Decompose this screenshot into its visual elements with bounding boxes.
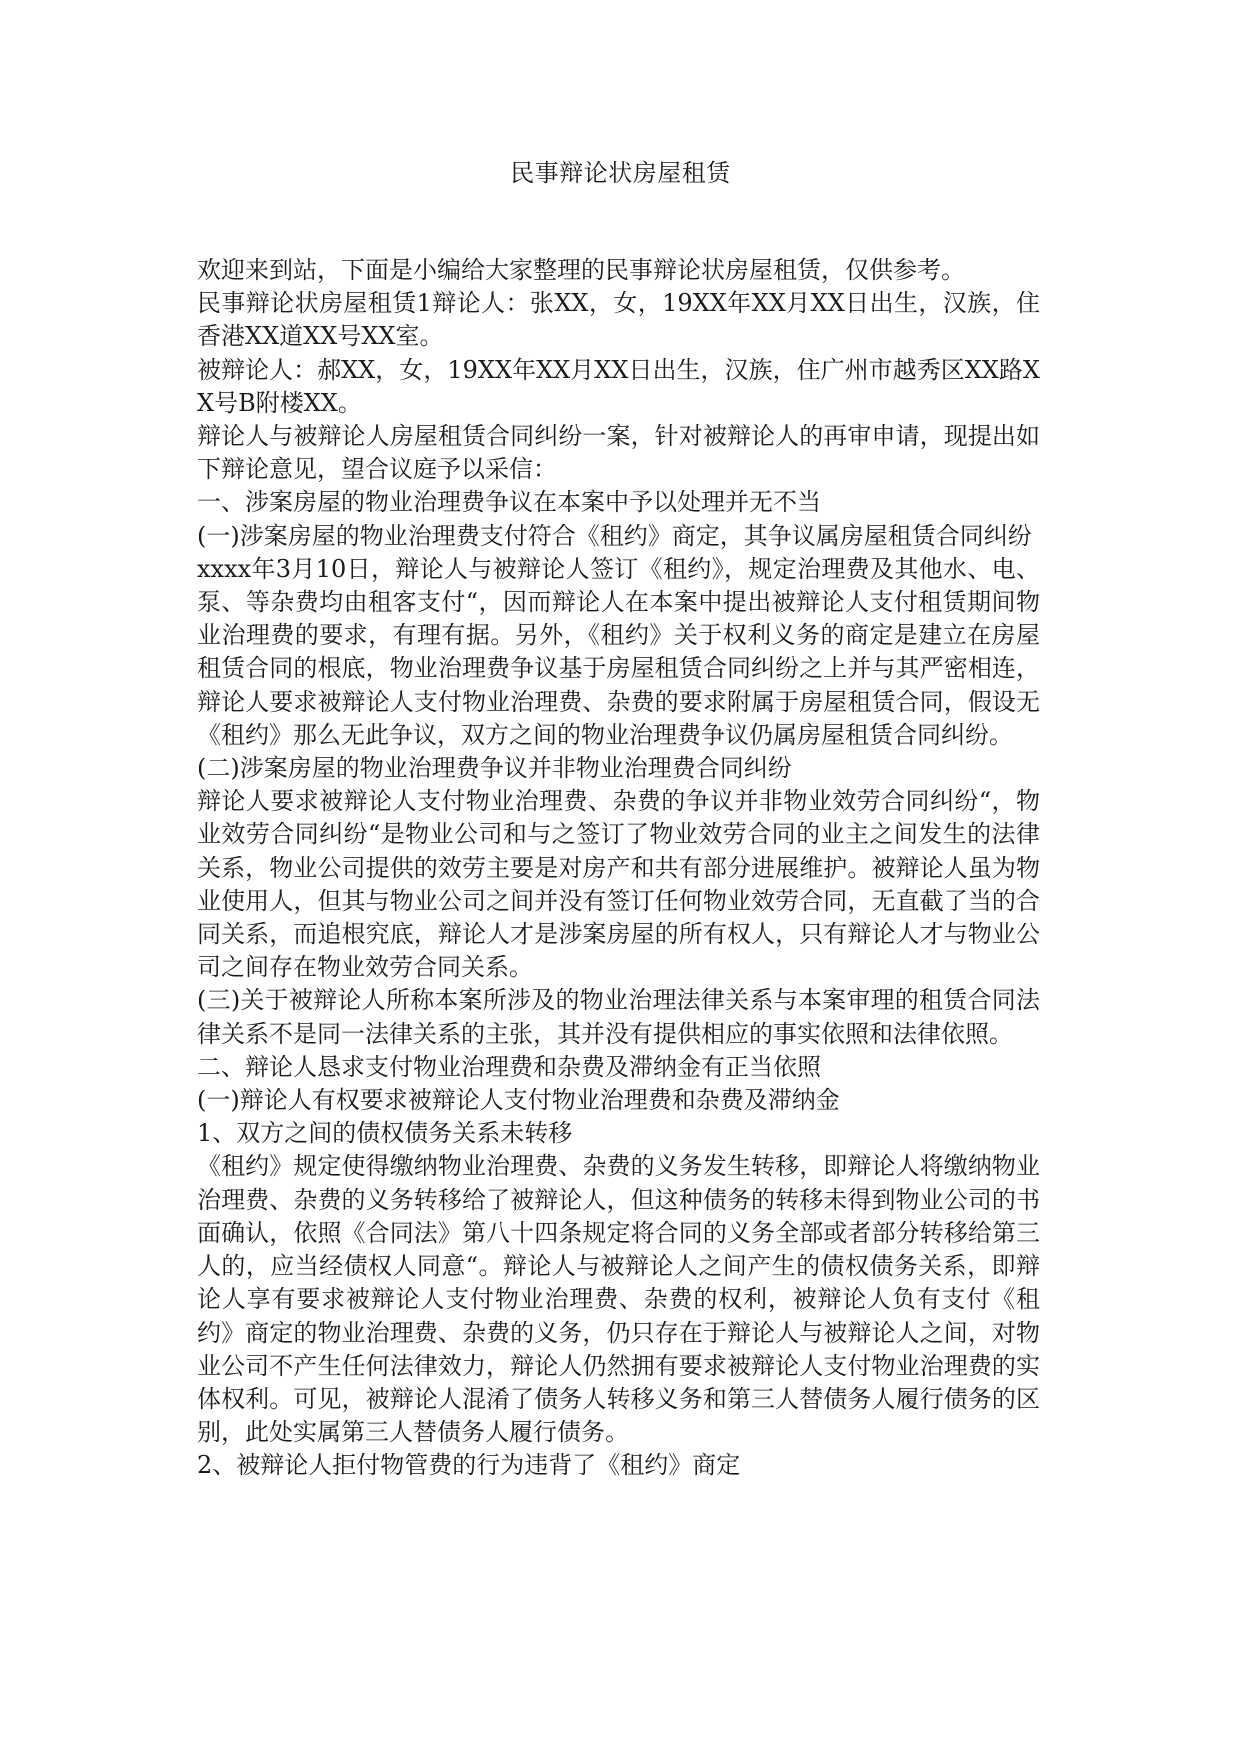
heading-subsection-2-1: (一)辩论人有权要求被辩论人支付物业治理费和杂费及滞纳金: [197, 1086, 840, 1115]
paragraph-intro: 欢迎来到站，下面是小编给大家整理的民事辩论状房屋租赁，仅供参考。: [197, 256, 965, 284]
document-body: [197, 254, 1040, 1483]
paragraph-debt-transfer: 《租约》规定使得缴纳物业治理费、杂费的义务发生转移，即辩论人将缴纳物业治理费、杂费的义务转移给了被辩论人，但这种债务的转移未得到物业公司的书面确认，依照《合同法》第八十四条规定将合同的义务全部或者部分转移给第三人的，应当经债权人同意“。辩论人与被辩论人之间产生的债权债务关系，即辩论人享有要求被辩论人支付物业治理费、杂费的权利，被辩论人负有支付《租约》商定的物业治理费、杂费的义务，仍只存在于辩论人与被辩论人之间，对物业公司不产生任何法律效力，辩论人仍然拥有要求被辩论人支付物业治理费的实体权利。可见，被辩论人混淆了债务人转移义务和第三人替债务人履行债务的区别，此处实属第三人替债务人履行债务。: [197, 1152, 1040, 1447]
heading-item-1: 1、双方之间的债权债务关系未转移: [197, 1119, 573, 1148]
paragraph-service-contract: 辩论人要求被辩论人支付物业治理费、杂费的争议并非物业效劳合同纠纷“，物业效劳合同纠纷“是物业公司和与之签订了物业效劳合同的业主之间发生的法律关系，物业公司提供的效劳主要是对房产和共有部分进展维护。被辩论人虽为物业使用人，但其与物业公司之间并没有签订任何物业效劳合同，无直截了当的合同关系，而追根究底，辩论人才是涉案房屋的所有权人，只有辩论人才与物业公司之间存在物业效劳合同关系。: [197, 787, 1040, 982]
heading-section-2: 二、辩论人恳求支付物业治理费和杂费及滞纳金有正当依照: [197, 1052, 821, 1081]
paragraph-lease-terms: xxxx年3月10日，辩论人与被辩论人签订《租约》，规定治理费及其他水、电、泵、等杂费均由租客支付“，因而辩论人在本案中提出被辩论人支付租赁期间物业治理费的要求，有理有据。另外，《租约》关于权利义务的商定是建立在房屋租赁合同的根底，物业治理费争议基于房屋租赁合同纠纷之上并与其严密相连，辩论人要求被辩论人支付物业治理费、杂费的要求附属于房屋租赁合同，假设无《租约》那么无此争议，双方之间的物业治理费争议仍属房屋租赁合同纠纷。: [197, 554, 1040, 749]
heading-subsection-1-1: (一)涉案房屋的物业治理费支付符合《租约》商定，其争议属房屋租赁合同纠纷: [197, 521, 1032, 550]
document-title: 民事辩论状房屋租赁: [510, 159, 731, 187]
heading-subsection-1-3: (三)关于被辩论人所称本案所涉及的物业治理法律关系与本案审理的租赁合同法律关系不是同一法律关系的主张，其并没有提供相应的事实依照和法律依照。: [197, 986, 1040, 1048]
heading-item-2: 2、被辩论人拒付物管费的行为违背了《租约》商定: [197, 1451, 741, 1480]
heading-section-1: 一、涉案房屋的物业治理费争议在本案中予以处理并无不当: [197, 488, 821, 517]
heading-subsection-1-2: (二)涉案房屋的物业治理费争议并非物业治理费合同纠纷: [197, 754, 792, 783]
paragraph-appellee: 被辩论人：郝XX，女，19XX年XX月XX日出生，汉族，住广州市越秀区XX路XX号B附楼XX。: [197, 355, 1040, 417]
paragraph-respondent: 民事辩论状房屋租赁1辩论人：张XX，女，19XX年XX月XX日出生，汉族，住香港XX道XX号XX室。: [197, 289, 1040, 351]
paragraph-case-summary: 辩论人与被辩论人房屋租赁合同纠纷一案，针对被辩论人的再审申请，现提出如下辩论意见，望合议庭予以采信：: [197, 422, 1040, 484]
